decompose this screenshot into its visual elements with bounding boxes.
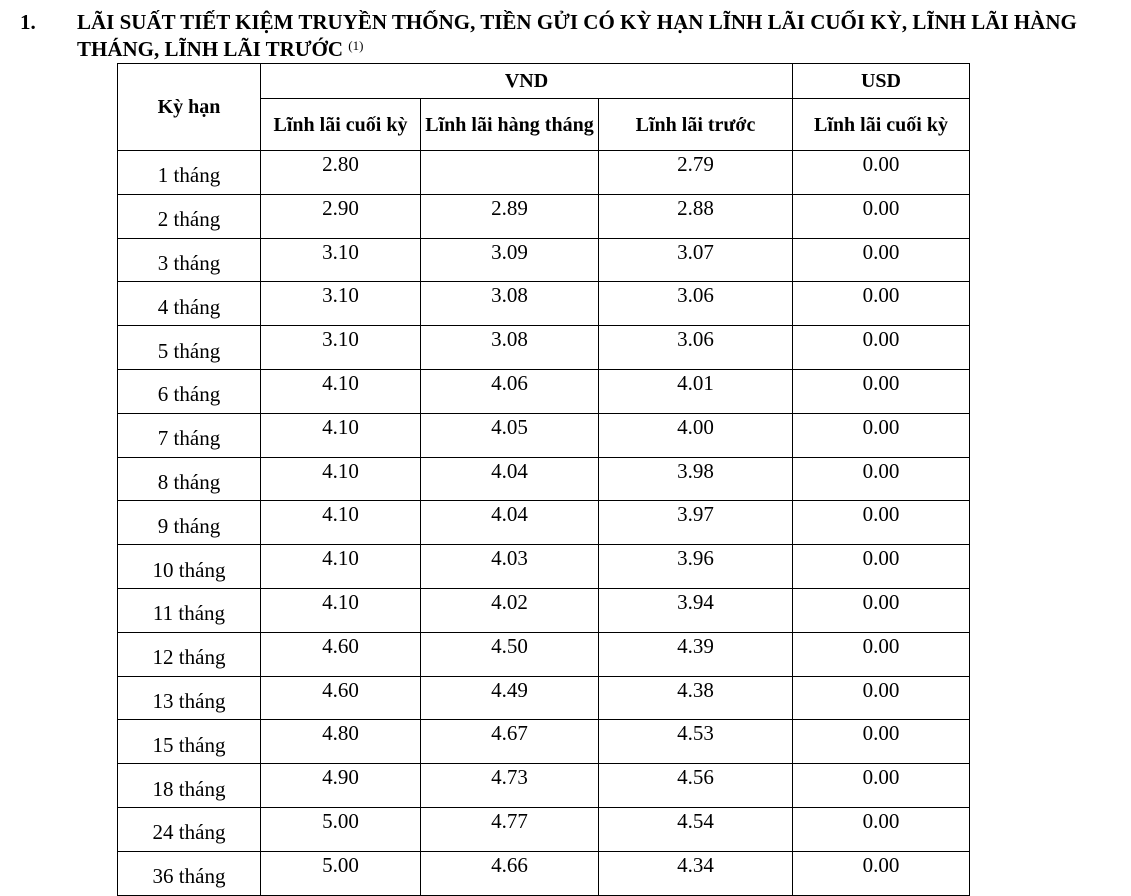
table-row bbox=[118, 764, 970, 808]
term-cell: 5 tháng bbox=[118, 326, 261, 370]
term-cell: 18 tháng bbox=[118, 764, 261, 808]
usd-group-header: USD bbox=[793, 64, 970, 99]
table-row bbox=[118, 282, 970, 326]
term-cell: 11 tháng bbox=[118, 588, 261, 632]
term-cell: 9 tháng bbox=[118, 501, 261, 545]
table-row bbox=[118, 501, 970, 545]
vnd-upfront-cell: 4.38 bbox=[599, 676, 793, 720]
column-header-vnd-upfront: Lĩnh lãi trước bbox=[599, 99, 793, 151]
term-cell: 3 tháng bbox=[118, 238, 261, 282]
column-header-usd-end: Lĩnh lãi cuối kỳ bbox=[793, 99, 970, 151]
vnd-group-header: VND bbox=[261, 64, 793, 99]
interest-rate-table bbox=[117, 63, 970, 896]
vnd-monthly-cell: 4.03 bbox=[421, 545, 599, 589]
vnd-upfront-cell: 3.97 bbox=[599, 501, 793, 545]
usd-end-cell: 0.00 bbox=[793, 851, 970, 895]
usd-end-cell: 0.00 bbox=[793, 369, 970, 413]
vnd-monthly-cell: 4.50 bbox=[421, 632, 599, 676]
table-row bbox=[118, 676, 970, 720]
term-cell: 2 tháng bbox=[118, 194, 261, 238]
term-cell: 12 tháng bbox=[118, 632, 261, 676]
vnd-monthly-cell: 4.77 bbox=[421, 807, 599, 851]
vnd-end-cell: 5.00 bbox=[261, 851, 421, 895]
vnd-end-cell: 4.80 bbox=[261, 720, 421, 764]
vnd-upfront-cell: 4.54 bbox=[599, 807, 793, 851]
vnd-monthly-cell bbox=[421, 151, 599, 195]
vnd-upfront-cell: 3.98 bbox=[599, 457, 793, 501]
vnd-monthly-cell: 4.66 bbox=[421, 851, 599, 895]
usd-end-cell: 0.00 bbox=[793, 413, 970, 457]
vnd-end-cell: 4.10 bbox=[261, 457, 421, 501]
usd-end-cell: 0.00 bbox=[793, 720, 970, 764]
vnd-monthly-cell: 4.06 bbox=[421, 369, 599, 413]
usd-end-cell: 0.00 bbox=[793, 588, 970, 632]
column-header-vnd-end: Lĩnh lãi cuối kỳ bbox=[261, 99, 421, 151]
vnd-monthly-cell: 4.49 bbox=[421, 676, 599, 720]
usd-end-cell: 0.00 bbox=[793, 501, 970, 545]
term-cell: 6 tháng bbox=[118, 369, 261, 413]
table-row bbox=[118, 369, 970, 413]
vnd-end-cell: 4.60 bbox=[261, 676, 421, 720]
vnd-monthly-cell: 3.09 bbox=[421, 238, 599, 282]
vnd-end-cell: 2.90 bbox=[261, 194, 421, 238]
usd-end-cell: 0.00 bbox=[793, 545, 970, 589]
vnd-monthly-cell: 3.08 bbox=[421, 326, 599, 370]
vnd-end-cell: 4.10 bbox=[261, 588, 421, 632]
term-cell: 36 tháng bbox=[118, 851, 261, 895]
vnd-upfront-cell: 4.39 bbox=[599, 632, 793, 676]
usd-end-cell: 0.00 bbox=[793, 807, 970, 851]
vnd-end-cell: 4.90 bbox=[261, 764, 421, 808]
vnd-upfront-cell: 3.96 bbox=[599, 545, 793, 589]
vnd-upfront-cell: 2.88 bbox=[599, 194, 793, 238]
vnd-end-cell: 3.10 bbox=[261, 238, 421, 282]
term-cell: 24 tháng bbox=[118, 807, 261, 851]
term-cell: 8 tháng bbox=[118, 457, 261, 501]
vnd-upfront-cell: 4.00 bbox=[599, 413, 793, 457]
vnd-upfront-cell: 2.79 bbox=[599, 151, 793, 195]
vnd-monthly-cell: 4.67 bbox=[421, 720, 599, 764]
table-row bbox=[118, 151, 970, 195]
table-row bbox=[118, 632, 970, 676]
vnd-end-cell: 4.10 bbox=[261, 413, 421, 457]
vnd-monthly-cell: 3.08 bbox=[421, 282, 599, 326]
vnd-end-cell: 3.10 bbox=[261, 326, 421, 370]
table-row bbox=[118, 238, 970, 282]
vnd-upfront-cell: 3.07 bbox=[599, 238, 793, 282]
usd-end-cell: 0.00 bbox=[793, 764, 970, 808]
table-row bbox=[118, 413, 970, 457]
vnd-end-cell: 4.60 bbox=[261, 632, 421, 676]
vnd-end-cell: 3.10 bbox=[261, 282, 421, 326]
usd-end-cell: 0.00 bbox=[793, 194, 970, 238]
vnd-monthly-cell: 2.89 bbox=[421, 194, 599, 238]
term-cell: 4 tháng bbox=[118, 282, 261, 326]
vnd-upfront-cell: 3.06 bbox=[599, 326, 793, 370]
term-cell: 15 tháng bbox=[118, 720, 261, 764]
usd-end-cell: 0.00 bbox=[793, 282, 970, 326]
table-row bbox=[118, 194, 970, 238]
term-cell: 13 tháng bbox=[118, 676, 261, 720]
table-row bbox=[118, 807, 970, 851]
usd-end-cell: 0.00 bbox=[793, 632, 970, 676]
table-row bbox=[118, 457, 970, 501]
vnd-upfront-cell: 3.94 bbox=[599, 588, 793, 632]
section-title bbox=[77, 10, 1077, 61]
vnd-monthly-cell: 4.02 bbox=[421, 588, 599, 632]
footnote-marker: (1) bbox=[348, 38, 364, 53]
vnd-end-cell: 4.10 bbox=[261, 369, 421, 413]
usd-end-cell: 0.00 bbox=[793, 457, 970, 501]
table-row bbox=[118, 720, 970, 764]
table-row bbox=[118, 851, 970, 895]
vnd-monthly-cell: 4.04 bbox=[421, 457, 599, 501]
vnd-monthly-cell: 4.05 bbox=[421, 413, 599, 457]
usd-end-cell: 0.00 bbox=[793, 238, 970, 282]
vnd-end-cell: 5.00 bbox=[261, 807, 421, 851]
term-cell: 1 tháng bbox=[118, 151, 261, 195]
table-row bbox=[118, 588, 970, 632]
header-row-groups bbox=[118, 64, 970, 99]
usd-end-cell: 0.00 bbox=[793, 326, 970, 370]
table-body bbox=[118, 151, 970, 896]
term-cell: 7 tháng bbox=[118, 413, 261, 457]
section-title-text: LÃI SUẤT TIẾT KIỆM TRUYỀN THỐNG, TIỀN GỬI CÓ KỲ HẠN LĨNH LÃI CUỐI KỲ, LĨNH LÃI HÀNG THÁNG, LĨNH LÃI TRƯỚC bbox=[77, 10, 1077, 61]
term-header: Kỳ hạn bbox=[118, 64, 261, 151]
vnd-upfront-cell: 3.06 bbox=[599, 282, 793, 326]
vnd-end-cell: 2.80 bbox=[261, 151, 421, 195]
vnd-upfront-cell: 4.53 bbox=[599, 720, 793, 764]
vnd-end-cell: 4.10 bbox=[261, 545, 421, 589]
vnd-monthly-cell: 4.04 bbox=[421, 501, 599, 545]
vnd-upfront-cell: 4.34 bbox=[599, 851, 793, 895]
column-header-vnd-monthly: Lĩnh lãi hàng tháng bbox=[421, 99, 599, 151]
vnd-upfront-cell: 4.01 bbox=[599, 369, 793, 413]
vnd-end-cell: 4.10 bbox=[261, 501, 421, 545]
usd-end-cell: 0.00 bbox=[793, 151, 970, 195]
usd-end-cell: 0.00 bbox=[793, 676, 970, 720]
term-cell: 10 tháng bbox=[118, 545, 261, 589]
vnd-upfront-cell: 4.56 bbox=[599, 764, 793, 808]
table-row bbox=[118, 545, 970, 589]
vnd-monthly-cell: 4.73 bbox=[421, 764, 599, 808]
table-row bbox=[118, 326, 970, 370]
section-number: 1. bbox=[20, 10, 36, 34]
